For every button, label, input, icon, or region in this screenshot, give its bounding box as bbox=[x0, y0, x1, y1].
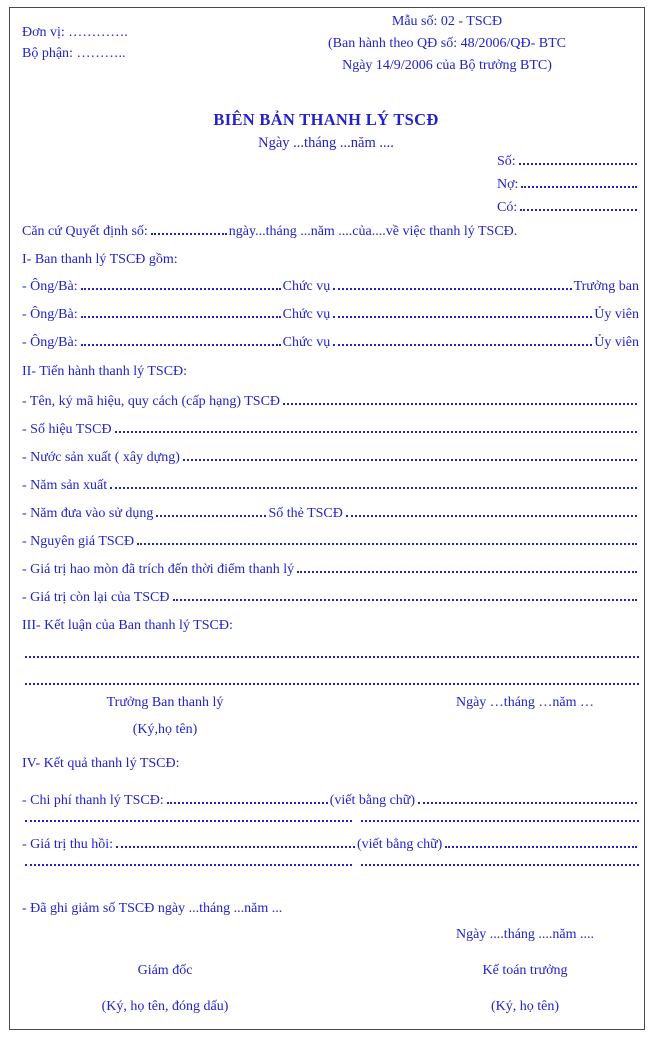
so-label: Số: bbox=[497, 154, 516, 169]
liquidation-cost-row bbox=[22, 794, 639, 808]
asset-item-row bbox=[22, 563, 639, 577]
section-3-heading: III- Kết luận của Ban thanh lý TSCĐ: bbox=[22, 618, 233, 633]
section-4-heading: IV- Kết quả thanh lý TSCĐ: bbox=[22, 756, 180, 771]
asset-item-fill-line[interactable] bbox=[156, 515, 266, 517]
basis-prefix: Căn cứ Quyết định số: bbox=[22, 224, 148, 239]
recovery-value-words-label: (viết bằng chữ) bbox=[357, 837, 443, 852]
asset-item-row bbox=[22, 451, 639, 465]
recovery-value-label: - Giá trị thu hồi: bbox=[22, 837, 113, 852]
committee-head-title: Trưởng Ban thanh lý bbox=[106, 695, 224, 710]
member-role-fill-line[interactable] bbox=[333, 288, 571, 290]
asset-item-label: - Năm sản xuất bbox=[22, 478, 108, 493]
section-2-heading: II- Tiến hành thanh lý TSCĐ: bbox=[22, 364, 188, 379]
conclusion-blank-line[interactable] bbox=[25, 656, 639, 658]
form-number: Mẫu số: 02 - TSCĐ bbox=[391, 14, 503, 29]
asset-card-label: Số thẻ TSCĐ bbox=[268, 506, 343, 521]
no-fill-line[interactable] bbox=[521, 186, 637, 188]
no-row bbox=[497, 178, 639, 192]
basis-suffix: ngày...tháng ...năm ....của....về việc thanh lý TSCĐ. bbox=[228, 224, 518, 239]
asset-item-label: - Nguyên giá TSCĐ bbox=[22, 534, 135, 549]
section-3-date: Ngày …tháng …năm … bbox=[455, 695, 595, 710]
asset-item-fill-line[interactable] bbox=[183, 459, 637, 461]
asset-item-fill-line[interactable] bbox=[173, 599, 638, 601]
member-role-label: Chức vụ bbox=[282, 307, 331, 322]
member-row bbox=[22, 308, 639, 322]
recorded-decrease-line: - Đã ghi giảm số TSCĐ ngày ...tháng ...năm ... bbox=[22, 901, 283, 916]
member-row bbox=[22, 336, 639, 350]
member-position: Ủy viên bbox=[594, 335, 639, 350]
document-border-frame bbox=[9, 7, 645, 1030]
chief-accountant-note: (Ký, họ tên) bbox=[490, 999, 560, 1014]
asset-item-label: - Tên, ký mã hiệu, quy cách (cấp hạng) TSCĐ bbox=[22, 394, 281, 409]
member-name-fill-line[interactable] bbox=[81, 316, 281, 318]
asset-item-row bbox=[22, 479, 639, 493]
asset-item-fill-line[interactable] bbox=[137, 543, 637, 545]
no-label: Nợ: bbox=[497, 177, 519, 192]
liquidation-cost-fill-line[interactable] bbox=[167, 802, 328, 804]
director-note: (Ký, họ tên, đóng dấu) bbox=[101, 999, 229, 1014]
asset-item-fill-line[interactable] bbox=[115, 431, 637, 433]
committee-head-note: (Ký,họ tên) bbox=[132, 722, 198, 737]
member-name-fill-line[interactable] bbox=[81, 288, 281, 290]
basis-fill-line[interactable] bbox=[151, 233, 227, 235]
member-position: Ủy viên bbox=[594, 307, 639, 322]
asset-item-row bbox=[22, 395, 639, 409]
liquidation-cost-words-label: (viết bằng chữ) bbox=[329, 793, 416, 808]
department-label: Bộ phận: ……….. bbox=[22, 46, 126, 61]
asset-item-row bbox=[22, 423, 639, 437]
asset-item-label: - Số hiệu TSCĐ bbox=[22, 422, 112, 437]
member-name-label: - Ông/Bà: bbox=[22, 307, 78, 322]
document-content bbox=[10, 8, 644, 1029]
asset-item-label: - Giá trị hao mòn đã trích đến thời điểm thanh lý bbox=[22, 562, 295, 577]
liquidation-cost-label: - Chi phí thanh lý TSCĐ: bbox=[22, 793, 164, 808]
so-row bbox=[497, 155, 639, 169]
asset-item-fill-line[interactable] bbox=[283, 403, 637, 405]
asset-item-fill-line[interactable] bbox=[110, 487, 637, 489]
section-1-heading: I- Ban thanh lý TSCĐ gồm: bbox=[22, 252, 178, 267]
page-subtitle: Ngày ...tháng ...năm .... bbox=[258, 135, 394, 151]
co-fill-line[interactable] bbox=[520, 209, 637, 211]
basis-row bbox=[22, 225, 517, 239]
asset-item-label: - Nước sản xuất ( xây dựng) bbox=[22, 450, 180, 465]
so-fill-line[interactable] bbox=[519, 163, 637, 165]
unit-label: Đơn vị: …………. bbox=[22, 25, 128, 40]
asset-card-fill-line[interactable] bbox=[346, 515, 637, 517]
member-role-label: Chức vụ bbox=[282, 279, 331, 294]
asset-item-label: - Năm đưa vào sử dụng bbox=[22, 506, 154, 521]
recovery-value-continuation-right[interactable] bbox=[361, 864, 639, 866]
co-row bbox=[497, 201, 639, 215]
member-name-label: - Ông/Bà: bbox=[22, 335, 78, 350]
member-role-fill-line[interactable] bbox=[333, 344, 592, 346]
asset-item-label: - Giá trị còn lại của TSCĐ bbox=[22, 590, 170, 605]
chief-accountant-title: Kế toán trưởng bbox=[482, 963, 568, 978]
asset-item-row bbox=[22, 507, 639, 521]
asset-item-fill-line[interactable] bbox=[297, 571, 637, 573]
member-name-label: - Ông/Bà: bbox=[22, 279, 78, 294]
issued-under: (Ban hành theo QĐ số: 48/2006/QĐ- BTC bbox=[328, 36, 566, 51]
member-role-label: Chức vụ bbox=[282, 335, 331, 350]
member-position: Trưởng ban bbox=[573, 279, 639, 294]
page-title: BIÊN BẢN THANH LÝ TSCĐ bbox=[213, 110, 439, 129]
member-row bbox=[22, 280, 639, 294]
co-label: Có: bbox=[497, 200, 518, 215]
recovery-value-row bbox=[22, 838, 639, 852]
liquidation-cost-words-fill-line[interactable] bbox=[418, 802, 637, 804]
recovery-value-words-fill-line[interactable] bbox=[445, 846, 637, 848]
member-name-fill-line[interactable] bbox=[81, 344, 281, 346]
conclusion-blank-line[interactable] bbox=[25, 683, 639, 685]
director-title: Giám đốc bbox=[137, 963, 193, 978]
recovery-value-continuation-left[interactable] bbox=[25, 864, 352, 866]
member-role-fill-line[interactable] bbox=[333, 316, 592, 318]
issued-date: Ngày 14/9/2006 của Bộ trưởng BTC) bbox=[342, 58, 552, 73]
liquidation-cost-continuation-right[interactable] bbox=[361, 820, 639, 822]
liquidation-cost-continuation-left[interactable] bbox=[25, 820, 352, 822]
asset-item-row bbox=[22, 535, 639, 549]
recovery-value-fill-line[interactable] bbox=[116, 846, 355, 848]
footer-date: Ngày ....tháng ....năm .... bbox=[455, 927, 595, 942]
asset-item-row bbox=[22, 591, 639, 605]
